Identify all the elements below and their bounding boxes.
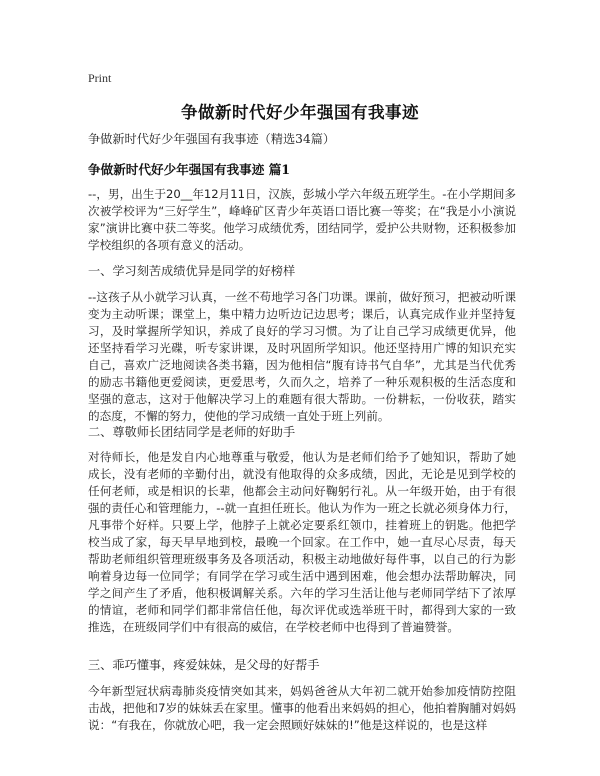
document-title: 争做新时代好少年强国有我事迹 [181,103,419,122]
heading-respect: 二、尊敬师长团结同学是老师的好助手 [88,425,296,439]
study-paragraph: --这孩子从小就学习认真，一丝不苟地学习各门功课。课前，做好预习，把被动听课变为主动听课；课堂上，集中精力边听边记边思考；课后，认真完成作业并坚持复习，及时掌握所学知识，养成了良好的学习习惯。为了让自己学习成绩更优异，他还坚持看学习光碟，听专家讲课，及时巩固所学知识。他还坚持用广博的知识充实自己，喜欢广泛地阅读各类书籍，因为他相信“腹有诗书气自华”，尤其是当代优秀的励志书籍他更爱阅读，更爱思考，久而久之，培养了一种乐观积极的生活态度和坚强的意志，这对于他解决学习上的难题有很大帮助。一份耕耘，一份收获，踏实的态度，不懈的努力，使他的学习成绩一直处于班上列前。 [88,290,516,423]
family-paragraph: 今年新型冠状病毒肺炎疫情突如其来，妈妈爸爸从大年初二就开始参加疫情防控阻击战，把他和7岁的妹妹丢在家里。懂事的他看出来妈妈的担心，他拍着胸脯对妈妈说：“有我在，你就放心吧，我一定会照顾好妹妹的!”他是这样说的，也是这样 [88,684,516,732]
print-label: Print [88,71,112,85]
respect-paragraph: 对待师长，他是发自内心地尊重与敬爱，他认为是老师们给予了她知识，帮助了她成长，没有老师的辛勤付出，就没有他取得的众多成绩，因此，无论是见到学校的任何老师，或是相识的长辈，他都会主动问好鞠躬行礼。从一年级开始，由于有很强的责任心和管理能力，--就一直担任班长。他认为作为一班之长就必须身体力行，凡事带个好样。只要上学，他脖子上就必定要系红领巾，挂着班上的钥匙。他把学校当成了家，每天早早地到校，最晚一个回家。在工作中，她一直尽心尽责，每天帮助老师组织管理班级事务及各项活动，积极主动地做好每件事，以自己的行为影响着身边每一位同学；有同学在学习或生活中遇到困难，他会想办法帮助解决，同学之间产生了矛盾，他积极调解关系。六年的学习生活让他与老师同学结下了浓厚的情谊，老师和同学们都非常信任他，每次评优或选举班干时，都得到大家的一致推选，在班级同学们中有很高的威信，在学校老师中也得到了普遍赞誉。 [88,450,516,634]
heading-study: 一、学习刻苦成绩优异是同学的好榜样 [88,264,296,278]
intro-paragraph: --，男，出生于20__年12月11日，汉族，彭城小学六年级五班学生。-在小学期间多次被学校评为“三好学生”，峰峰矿区青少年英语口语比赛一等奖；在“我是小小演说家”演讲比赛中获二等奖。他学习成绩优秀，团结同学，爱护公共财物，还积极参加学校组织的各项有意义的活动。 [88,187,516,252]
heading-family: 三、乖巧懂事，疼爱妹妹，是父母的好帮手 [88,658,320,672]
section-title: 争做新时代好少年强国有我事迹 篇1 [88,162,291,177]
document-subtitle: 争做新时代好少年强国有我事迹（精选34篇） [88,132,336,146]
